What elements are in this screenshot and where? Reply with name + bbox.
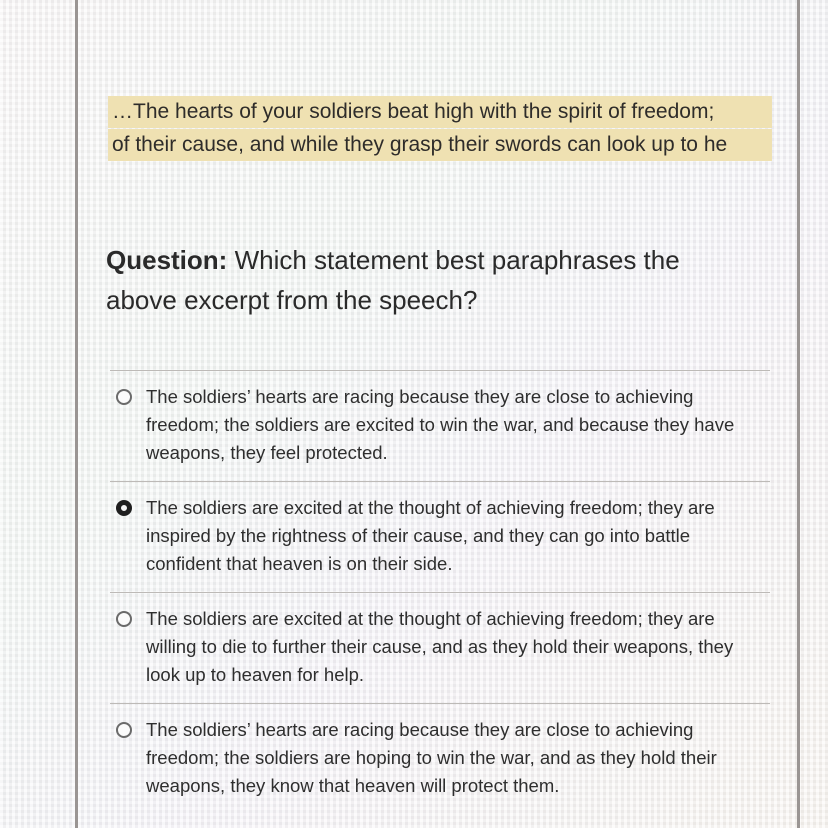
radio-button-icon[interactable] [116,389,132,405]
excerpt-line-1: …The hearts of your soldiers beat high with the spirit of freedom; [108,96,772,128]
question-text: Which statement best paraphrases the above excerpt from the speech? [106,245,680,315]
answer-option-4[interactable] [110,703,770,814]
excerpt-line-2: of their cause, and while they grasp their swords can look up to he [108,129,772,161]
answer-option-2[interactable] [110,481,770,592]
answer-text: The soldiers are excited at the thought of achieving freedom; they are inspired by the rightness of their cause, and they can go into battle confident that heaven is on their side. [146,497,715,574]
answer-text: The soldiers are excited at the thought of achieving freedom; they are willing to die to further their cause, and as they hold their weapons, they look up to heaven for help. [146,608,734,685]
answer-option-3[interactable] [110,592,770,703]
question-prompt [106,240,746,320]
speech-excerpt [108,96,772,162]
radio-button-selected-icon[interactable] [116,500,132,516]
answer-option-1[interactable] [110,370,770,481]
radio-button-icon[interactable] [116,722,132,738]
answer-choices [110,370,770,814]
question-panel [78,0,800,828]
answer-text: The soldiers’ hearts are racing because they are close to achieving freedom; the soldiers are excited to win the war, and because they have weapons, they feel protected. [146,386,735,463]
radio-button-icon[interactable] [116,611,132,627]
answer-text: The soldiers’ hearts are racing because they are close to achieving freedom; the soldiers are hoping to win the war, and as they hold their weapons, they know that heaven will protect them. [146,719,717,796]
question-label: Question: [106,245,228,275]
